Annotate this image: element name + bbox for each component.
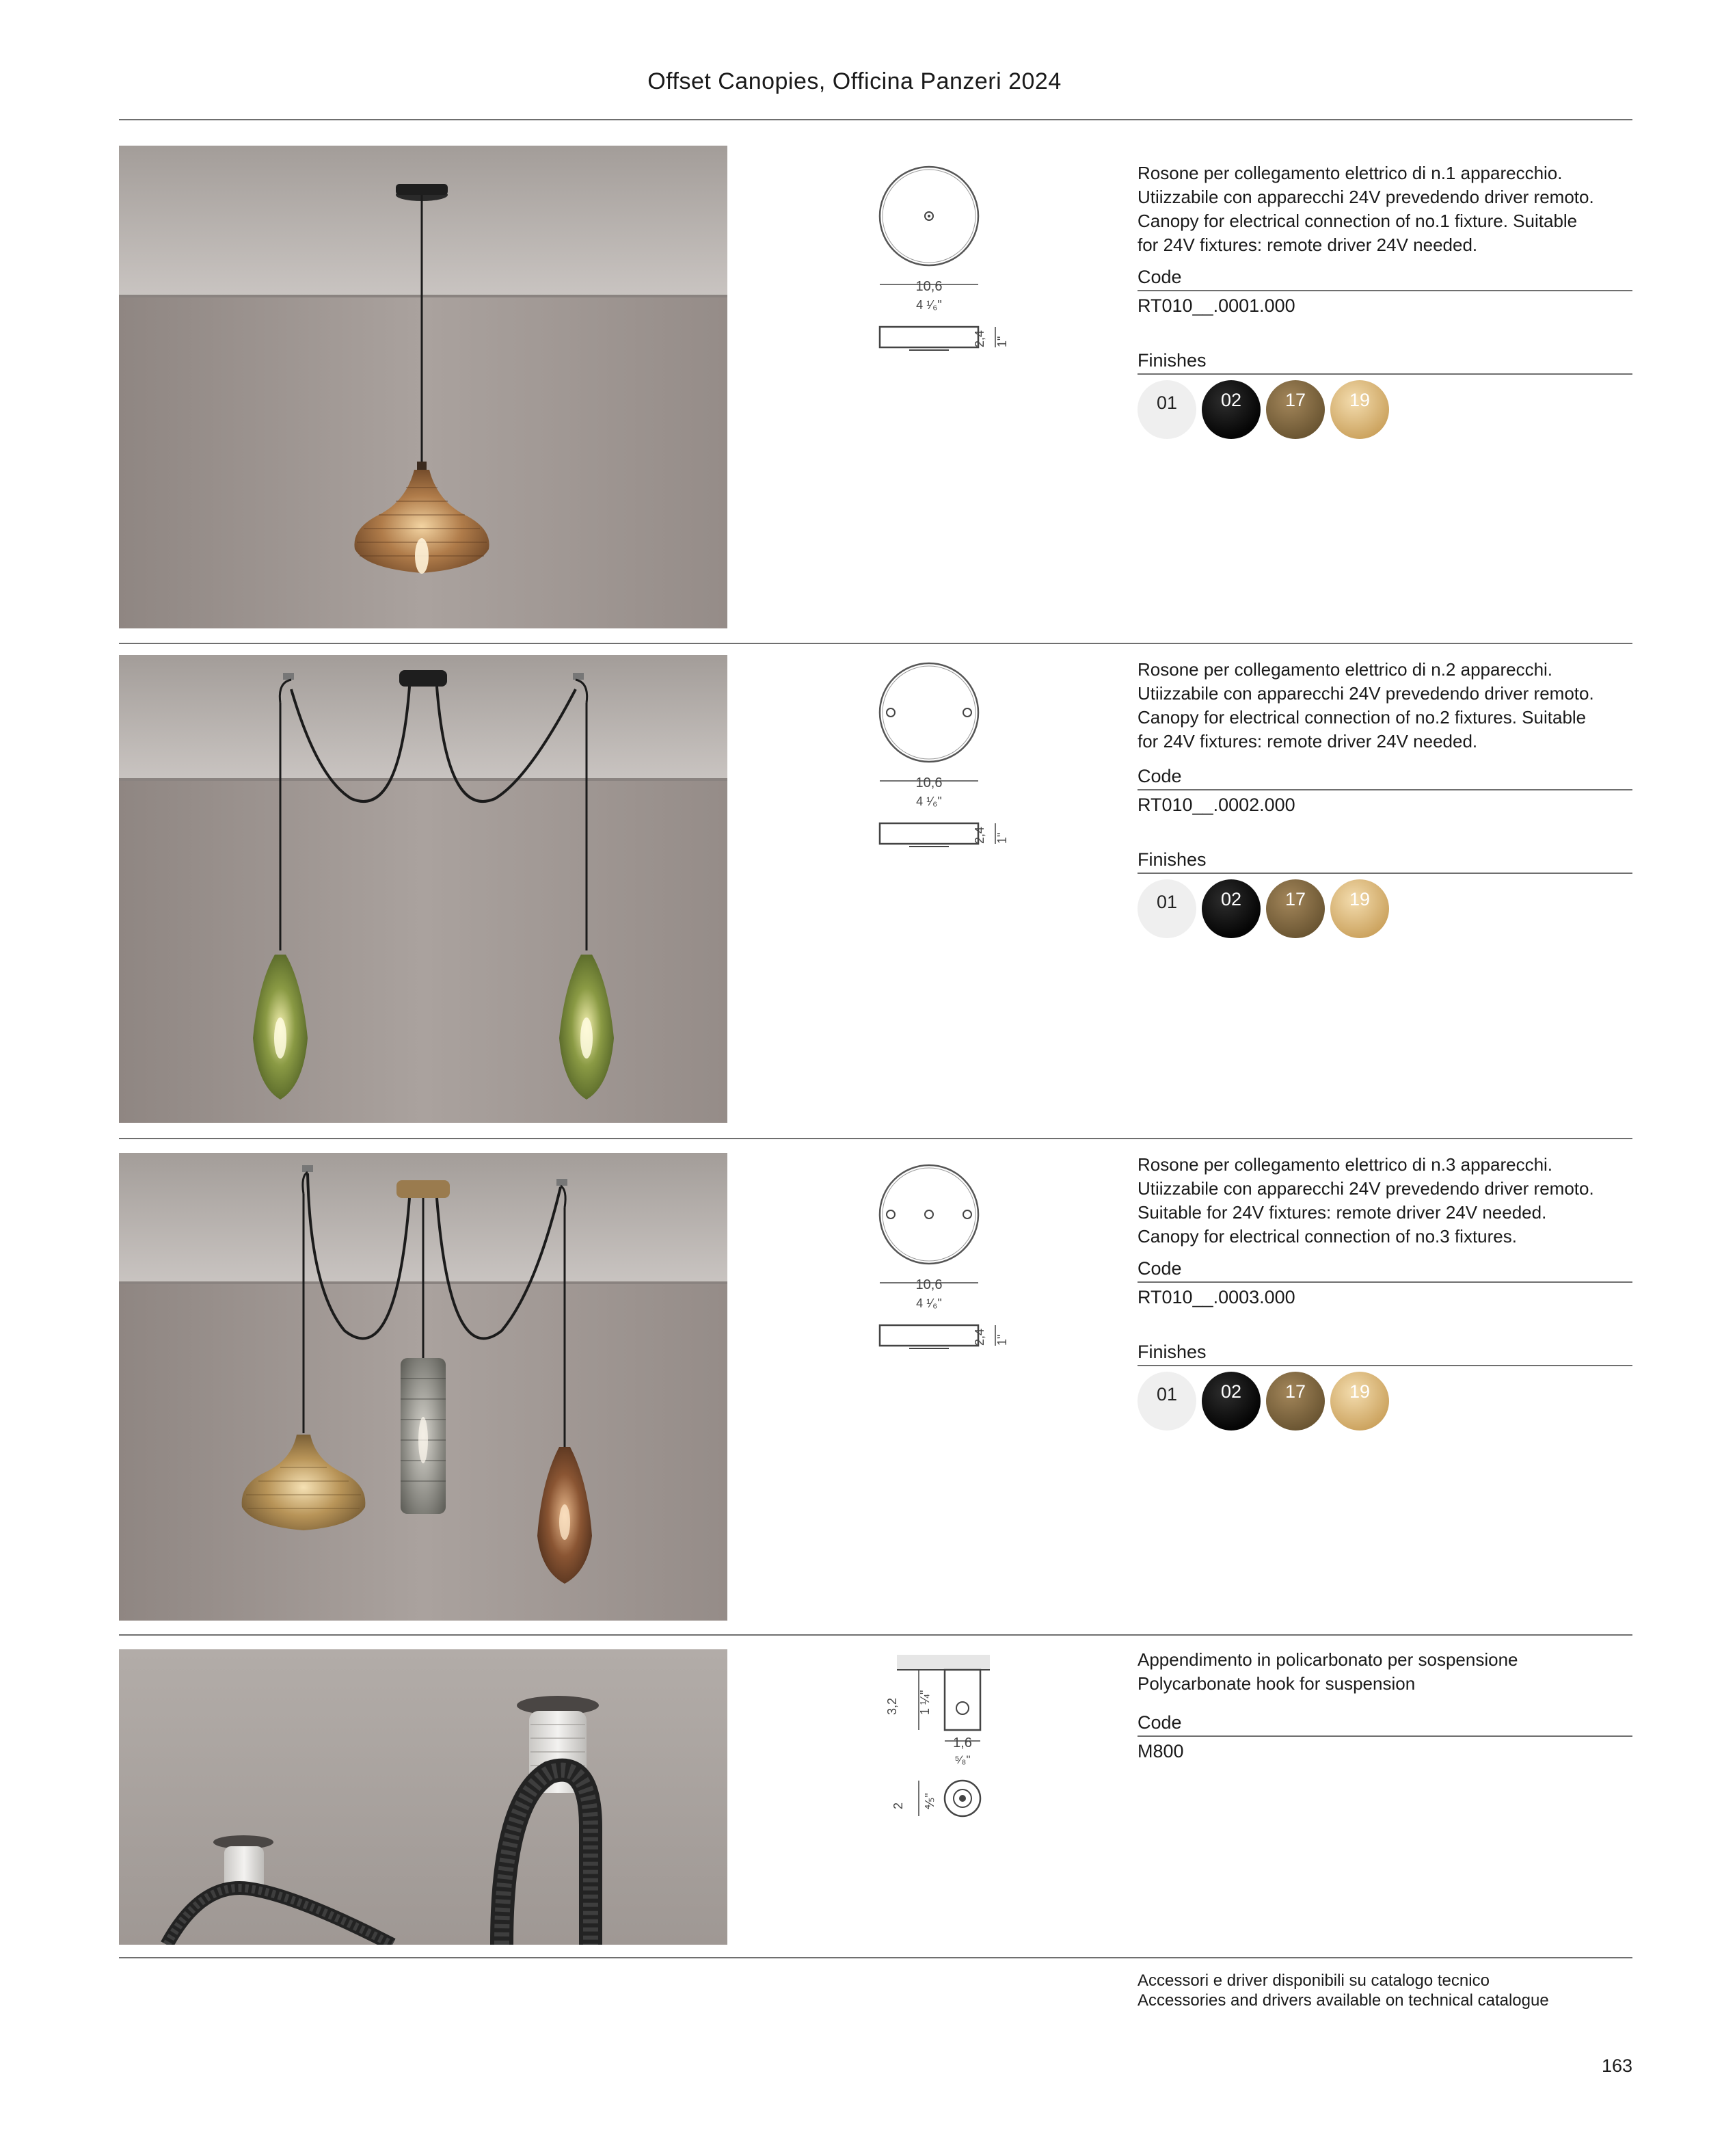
finish-swatch-19: 19 — [1330, 879, 1389, 938]
product-code: RT010__.0002.000 — [1138, 795, 1295, 815]
description-line: Rosone per collegamento elettrico di n.2 apparecchi. — [1138, 659, 1553, 680]
description-line: Polycarbonate hook for suspension — [1138, 1673, 1416, 1694]
height-in-label: 1" — [995, 1334, 1009, 1346]
header-divider — [119, 119, 1632, 120]
product-info-3 — [1138, 1153, 1632, 1430]
technical-drawing-4 — [868, 1653, 1039, 1824]
product-info-2 — [1138, 658, 1632, 938]
height-cm-label: 2,4 — [973, 1328, 986, 1346]
finish-swatch-17: 17 — [1266, 1372, 1325, 1430]
diameter-in-label: 4 ¹⁄₆" — [916, 795, 942, 808]
diameter-cm-label: 10,6 — [915, 775, 943, 790]
description-line: for 24V fixtures: remote driver 24V needed. — [1138, 235, 1478, 255]
description-line: Utiizzabile con apparecchi 24V prevedendo driver remoto. — [1138, 187, 1594, 207]
code-label: Code — [1138, 1711, 1632, 1737]
technical-drawing-3 — [868, 1162, 1039, 1361]
section-divider — [119, 1634, 1632, 1636]
diameter-cm-label: 10,6 — [915, 279, 943, 294]
description-line: for 24V fixtures: remote driver 24V needed. — [1138, 731, 1478, 751]
footer-note — [1138, 1971, 1549, 2010]
product-photo-single-pendant — [119, 146, 727, 628]
hook-height-in-label: 1 ¼" — [918, 1690, 932, 1715]
code-label: Code — [1138, 1257, 1632, 1283]
product-info-1 — [1138, 161, 1632, 439]
section-divider — [119, 1138, 1632, 1139]
product-description — [1138, 1153, 1632, 1249]
product-code: M800 — [1138, 1741, 1184, 1761]
description-line: Utiizzabile con apparecchi 24V prevedendo driver remoto. — [1138, 683, 1594, 704]
hook-depth-cm-label: 2 — [891, 1802, 905, 1809]
finish-swatches — [1138, 879, 1632, 938]
section-divider — [119, 643, 1632, 644]
finishes-label: Finishes — [1138, 848, 1632, 874]
finish-swatch-01: 01 — [1138, 1372, 1196, 1430]
hook-height-cm-label: 3,2 — [885, 1697, 899, 1715]
finish-swatch-02: 02 — [1202, 380, 1261, 439]
finish-swatch-17: 17 — [1266, 380, 1325, 439]
product-info-4 — [1138, 1648, 1632, 1763]
description-line: Rosone per collegamento elettrico di n.1 apparecchio. — [1138, 163, 1563, 183]
code-label: Code — [1138, 764, 1632, 790]
description-line: Appendimento in policarbonato per sospensione — [1138, 1649, 1518, 1670]
hook-width-in-label: ⁵⁄₈" — [954, 1753, 971, 1766]
height-cm-label: 2,4 — [973, 826, 986, 844]
finish-swatch-01: 01 — [1138, 879, 1196, 938]
diameter-in-label: 4 ¹⁄₆" — [916, 1296, 942, 1310]
description-line: Rosone per collegamento elettrico di n.3 apparecchi. — [1138, 1154, 1553, 1175]
diameter-in-label: 4 ¹⁄₆" — [916, 298, 942, 312]
height-cm-label: 2,4 — [973, 330, 986, 347]
height-in-label: 1" — [995, 336, 1009, 347]
description-line: Suitable for 24V fixtures: remote driver 24V needed. — [1138, 1202, 1547, 1223]
footer-divider — [119, 1957, 1632, 1958]
finish-swatch-17: 17 — [1266, 879, 1325, 938]
description-line: Canopy for electrical connection of no.1 fixture. Suitable — [1138, 211, 1578, 231]
code-label: Code — [1138, 265, 1632, 291]
finishes-label: Finishes — [1138, 1340, 1632, 1366]
description-line: Utiizzabile con apparecchi 24V prevedendo driver remoto. — [1138, 1178, 1594, 1199]
footer-note-en: Accessories and drivers available on technical catalogue — [1138, 1991, 1549, 2010]
hook-width-cm-label: 1,6 — [953, 1735, 972, 1751]
finish-swatches — [1138, 380, 1632, 439]
hook-depth-in-label: ⅘" — [923, 1793, 937, 1809]
product-code: RT010__.0003.000 — [1138, 1287, 1295, 1307]
product-photo-hook — [119, 1649, 727, 1945]
finish-swatch-02: 02 — [1202, 879, 1261, 938]
technical-drawing-1 — [868, 164, 1039, 362]
description-line: Canopy for electrical connection of no.2 fixtures. Suitable — [1138, 707, 1587, 728]
finish-swatch-19: 19 — [1330, 380, 1389, 439]
finish-swatch-01: 01 — [1138, 380, 1196, 439]
finish-swatch-19: 19 — [1330, 1372, 1389, 1430]
product-photo-triple-pendant — [119, 1153, 727, 1621]
product-description — [1138, 161, 1632, 257]
description-line: Canopy for electrical connection of no.3 fixtures. — [1138, 1226, 1517, 1247]
finishes-label: Finishes — [1138, 349, 1632, 375]
height-in-label: 1" — [995, 832, 1009, 844]
product-description — [1138, 658, 1632, 754]
product-code: RT010__.0001.000 — [1138, 295, 1295, 316]
footer-note-it: Accessori e driver disponibili su catalogo tecnico — [1138, 1971, 1490, 1990]
product-photo-double-pendant — [119, 655, 727, 1123]
finish-swatches — [1138, 1372, 1632, 1430]
page-title: Offset Canopies, Officina Panzeri 2024 — [647, 68, 1062, 94]
finish-swatch-02: 02 — [1202, 1372, 1261, 1430]
product-description — [1138, 1648, 1632, 1696]
technical-drawing-2 — [868, 661, 1039, 859]
page-number: 163 — [1601, 2055, 1632, 2076]
diameter-cm-label: 10,6 — [915, 1277, 943, 1292]
